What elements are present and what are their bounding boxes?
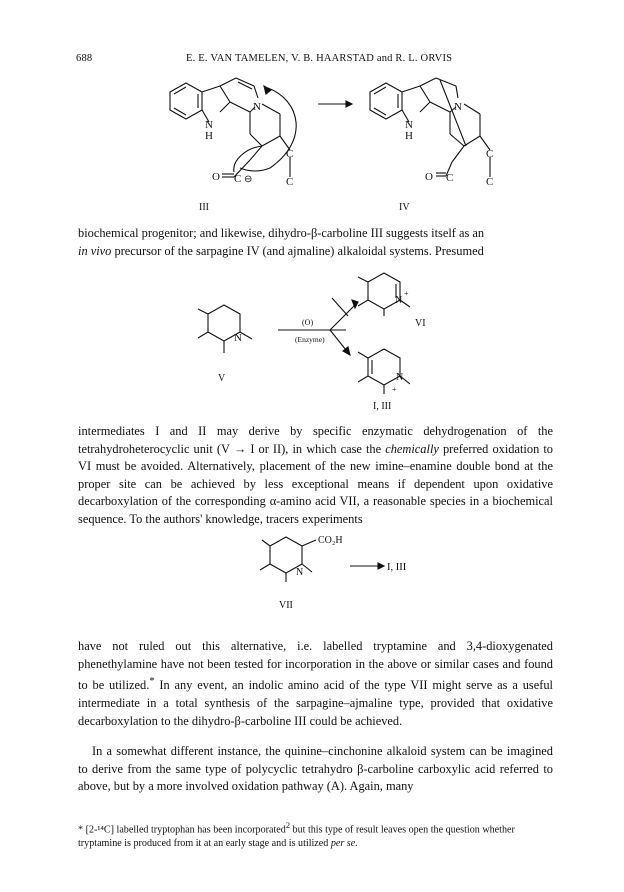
oxidant-label: (O) xyxy=(302,318,314,327)
enzyme-label: (Enzyme) xyxy=(295,335,325,344)
atom-n-iv: N xyxy=(454,101,462,113)
atom-c-iii-2: C xyxy=(286,176,294,188)
atom-o-iii: O xyxy=(212,171,220,183)
paragraph-1-line-1: biochemical progenitor; and likewise, dihydro-β-carboline III suggests itself as an xyxy=(78,226,485,240)
paragraph-3 xyxy=(78,638,553,730)
charge-plus-vi: + xyxy=(404,289,409,298)
paragraph-2-part-a: intermediates I and II may derive by specific enzymatic dehydrogenation of the tetrahydroheterocyclic unit (V → I or II), in which case the xyxy=(78,424,553,456)
footnote xyxy=(78,819,554,851)
atom-n-iv-left: N xyxy=(405,119,413,131)
paragraph-2-part-b: preferred oxidation to VI must be avoided. Alternatively, placement of the new imine–enamine double bond at the proper site can be achieved by less exceptional means if dependent upon oxidative decarboxylation of the corresponding α-amino acid VII, a reasonable species in a biochemical sequence. To the authors' knowledge, tracers experiments xyxy=(78,441,553,526)
atom-c-iv-2: C xyxy=(486,176,494,188)
atom-n-vii: N xyxy=(296,567,304,578)
paragraph-4 xyxy=(78,743,553,796)
atom-c-iii-1: C xyxy=(286,148,294,160)
footnote-ref[interactable]: 2 xyxy=(285,821,291,830)
label-v: V xyxy=(218,373,226,384)
atom-c-iii-3: C xyxy=(234,173,242,185)
atom-n-vi: N xyxy=(395,295,403,306)
footnote-mark: * xyxy=(78,824,84,836)
footnote-italic-per-se: per se. xyxy=(330,838,358,850)
label-vi: VI xyxy=(415,318,426,329)
footnote-marker[interactable]: * xyxy=(149,676,155,688)
paragraph-1-line-2-rest: precursor of the sarpagine IV (and ajmaline) alkaloidal systems. Presumed xyxy=(111,243,484,258)
page-number: 688 xyxy=(76,53,93,64)
atom-h-iv: H xyxy=(405,130,413,142)
charge-minus-iii: ⊖ xyxy=(244,174,253,185)
running-header-authors: E. E. VAN TAMELEN, V. B. HAARSTAD and R. L. ORVIS xyxy=(186,53,453,64)
paragraph-4-text: In a somewhat different instance, the quinine–cinchonine alkaloid system can be imagined to derive from the same type of polycyclic tetrahydro β-carboline carboxylic acid referred to above, but by a more involved oxidation pathway (A). Again, many xyxy=(78,744,553,794)
charge-plus-i-iii: + xyxy=(392,385,397,394)
label-vii: VII xyxy=(279,600,293,611)
footnote-part-b: but this type of result leaves open the question whether tryptamine is produced from it at an early stage and is utilized xyxy=(78,824,515,850)
label-iii: III xyxy=(199,202,209,213)
atom-c-iv-3: C xyxy=(446,172,454,184)
atom-c-iv-1: C xyxy=(486,148,494,160)
atom-n-iii: N xyxy=(253,101,261,113)
structure-vii xyxy=(260,535,343,582)
footnote-part-a: labelled tryptophan has been incorporated xyxy=(114,824,286,836)
co2h-group: CO₂H xyxy=(318,535,343,546)
italic-chemically: chemically xyxy=(385,441,439,456)
product-i-iii: I, III xyxy=(387,562,407,573)
label-i-iii: I, III xyxy=(373,401,392,412)
paragraph-3-part-a: have not ruled out this alternative, i.e. labelled tryptamine and 3,4-dioxygenated phenethylamine have not been tested for incorporation in the above or similar cases and found to be utilized. xyxy=(78,639,553,693)
atom-o-iv: O xyxy=(425,171,433,183)
paragraph-3-part-b: In any event, an indolic amino acid of the type VII might serve as a useful intermediate in a total synthesis of the sarpagine–ajmaline type, provided that oxidative decarboxylation to the dihydro-β-carboline III could be achieved. xyxy=(78,678,553,728)
label-iv: IV xyxy=(399,202,410,213)
italic-in-vivo: in vivo xyxy=(78,243,112,258)
atom-n-iii-left: N xyxy=(205,119,213,131)
footnote-label: [2-¹⁴C] xyxy=(85,824,114,836)
reaction-arrow-3 xyxy=(350,563,384,569)
atom-n-v: N xyxy=(234,332,242,344)
paragraph-3-text xyxy=(78,638,553,730)
atom-n-i-iii: N xyxy=(396,372,404,383)
atom-h-iii: H xyxy=(205,130,213,142)
